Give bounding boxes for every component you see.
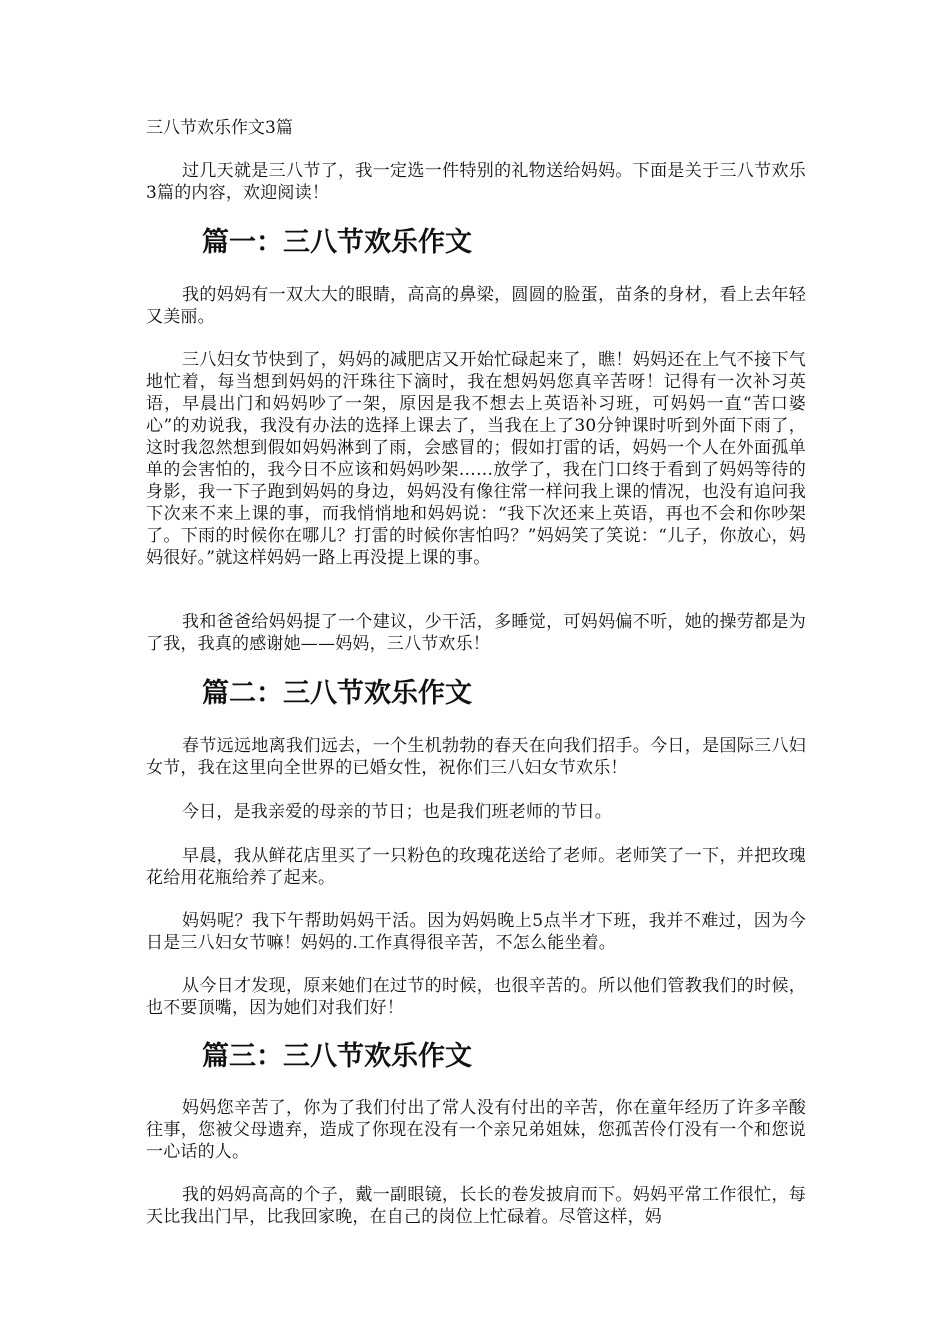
section-1-heading: 篇一：三八节欢乐作文	[202, 227, 472, 258]
section-2-paragraph-2: 今日，是我亲爱的母亲的节日；也是我们班老师的节日。	[182, 802, 612, 822]
section-3-paragraph-2: 我的妈妈高高的个子，戴一副眼镜，长长的卷发披肩而下。妈妈平常工作很忙，每天比我出门早，比我回家晚，在自己的岗位上忙碌着。尽管这样，妈	[146, 1185, 806, 1227]
section-2-paragraph-5: 从今日才发现，原来她们在过节的时候，也很辛苦的。所以他们管教我们的时候，也不要顶嘴，因为她们对我们好！	[146, 976, 806, 1018]
section-3-paragraph-1: 妈妈您辛苦了，你为了我们付出了常人没有付出的辛苦，你在童年经历了许多辛酸往事，您被父母遗弃，造成了你现在没有一个亲兄弟姐妹，您孤苦伶仃没有一个和您说一心话的人。	[146, 1098, 806, 1162]
section-2-paragraph-4: 妈妈呢？我下午帮助妈妈干活。因为妈妈晚上5点半才下班，我并不难过，因为今日是三八妇女节嘛！妈妈的.工作真得很辛苦，不怎么能坐着。	[146, 911, 806, 953]
intro-paragraph: 过几天就是三八节了，我一定选一件特别的礼物送给妈妈。下面是关于三八节欢乐3篇的内容，欢迎阅读！	[146, 161, 806, 203]
section-1-paragraph-3: 我和爸爸给妈妈提了一个建议，少干活，多睡觉，可妈妈偏不听，她的操劳都是为了我，我真的感谢她——妈妈，三八节欢乐！	[146, 612, 806, 654]
section-2-paragraph-3: 早晨，我从鲜花店里买了一只粉色的玫瑰花送给了老师。老师笑了一下，并把玫瑰花给用花瓶给养了起来。	[146, 846, 806, 888]
section-2-heading: 篇二：三八节欢乐作文	[202, 678, 472, 709]
document-title: 三八节欢乐作文3篇	[146, 118, 293, 138]
section-2-paragraph-1: 春节远远地离我们远去，一个生机勃勃的春天在向我们招手。今日，是国际三八妇女节，我在这里向全世界的已婚女性，祝你们三八妇女节欢乐！	[146, 736, 806, 778]
section-1-paragraph-2: 三八妇女节快到了，妈妈的减肥店又开始忙碌起来了，瞧！妈妈还在上气不接下气地忙着，每当想到妈妈的汗珠往下滴时，我在想妈妈您真辛苦呀！记得有一次补习英语，早晨出门和妈妈吵了一架，原因是我不想去上英语补习班，可妈妈一直“苦口婆心”的劝说我，我没有办法的选择上课去了，当我在上了30分钟课时听到外面下雨了，这时我忽然想到假如妈妈淋到了雨，会感冒的；假如打雷的话，妈妈一个人在外面孤单单的会害怕的，我今日不应该和妈妈吵架……放学了，我在门口终于看到了妈妈等待的身影，我一下子跑到妈妈的身边，妈妈没有像往常一样问我上课的情况，也没有追问我下次来不来上课的事，而我悄悄地和妈妈说：“我下次还来上英语，再也不会和你吵架了。下雨的时候你在哪儿？打雷的时候你害怕吗？”妈妈笑了笑说：“儿子，你放心，妈妈很好。”就这样妈妈一路上再没提上课的事。	[146, 350, 806, 568]
section-1-paragraph-1: 我的妈妈有一双大大的眼睛，高高的鼻梁，圆圆的脸蛋，苗条的身材，看上去年轻又美丽。	[146, 285, 806, 327]
section-3-heading: 篇三：三八节欢乐作文	[202, 1041, 472, 1072]
